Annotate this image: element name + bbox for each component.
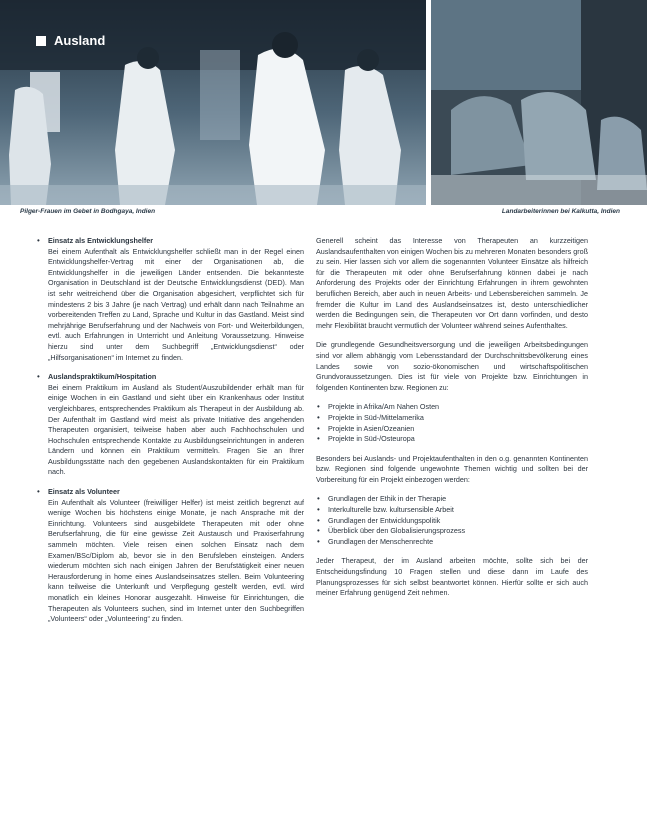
list-item-text: Projekte in Süd-/Osteuropa: [328, 434, 415, 444]
list-item: [316, 516, 588, 527]
paragraph: Jeder Therapeut, der im Ausland arbeiten möchte, sollte sich bei der Entscheidungsfindung 10 Fragen stellen und diese dann im Laufe des Planungsprozesses für sich selbst beantwortet können. Hierfür sollte er sich auch meiner Erfahrung genügend Zeit nehmen.: [316, 556, 588, 598]
list-item: [36, 236, 304, 363]
section-title: [36, 33, 105, 48]
photo-field-workers-image: [431, 0, 647, 205]
caption-left: Pilger-Frauen im Gebet in Bodhgaya, Indien: [20, 208, 156, 215]
item-heading: Einsatz als Entwicklungshelfer: [48, 236, 154, 245]
list-item: [316, 424, 588, 435]
left-column: [36, 236, 304, 634]
list-item: [316, 526, 588, 537]
list-item: [36, 372, 304, 478]
paragraph: Generell scheint das Interesse von Therapeuten an kurzzeitigen Auslandsaufenthalten von einigen Wochen bis zu mehreren Monaten besonders groß zu sein. Hier lassen sich vor allem die sogenannten Volunteer Einsätze als hilfreich für die Therapeuten mit oder ohne Berufserfahrung können dabei je nach Anforderung des Projekts oder der Einrichtung Erfahrungen in ihrem gewohnten beruflichen Bereich, aber auch in neuen Arbeits- und Lebensbereichen sammeln. Je fremder die Kultur im Land des Auslandseinsatzes ist, desto unterschiedlicher werden die Bedingungen sein, die Therapeuten vor Ort dann vorfinden, und desto mehr Flexibilität braucht vermutlich der Volunteer während seines Aufenthaltes.: [316, 236, 588, 330]
photo-pilgrim-women-image: [0, 0, 426, 205]
bullet-icon: •: [37, 236, 40, 245]
list-item: [316, 413, 588, 424]
list-item-text: Grundlagen der Entwicklungspolitik: [328, 515, 441, 525]
right-column: [316, 236, 588, 608]
photo-field-workers: [431, 0, 647, 205]
list-item: [316, 434, 588, 445]
bullet-icon: •: [37, 372, 40, 382]
photo-pilgrim-women: [0, 0, 426, 205]
item-heading: Auslandspraktikum/Hospitation: [48, 372, 157, 382]
list-item: [316, 537, 588, 548]
bullet-icon: •: [317, 412, 320, 422]
item-text: Bei einem Praktikum im Ausland als Student/Auszubildender erhält man für einige Wochen in ein Gastland und sieht über ein Krankenhaus oder Institut vergleichbares, entsprechendes Praktikum als Therapeut in der Ausbildung ab. Der Aufenthalt im Gastland wird meist als private Initiative des angehenden Therapeuten organisiert, teilweise haben aber auch Fachhochschulen und Hochschulen entsprechende Kontakte zu Ausbildungseinrichtungen in anderen Ländern und können ein Praktikum vermitteln. Fragen Sie an Ihrer Ausbildungsstätte nach den gegebenen Auslandskontakten für ein Praktikum nach.: [48, 382, 304, 477]
list-item-text: Projekte in Süd-/Mittelamerika: [328, 412, 424, 422]
bullet-icon: •: [317, 402, 320, 412]
bullet-icon: •: [317, 526, 320, 536]
item-text: Ein Aufenthalt als Volunteer (freiwilliger Helfer) ist meist zeitlich begrenzt auf wenige Wochen bis höchstens einige Monate, je nach Ansprache mit der Einrichtung. Volunteers sind ausgebildete Therapeuten mit oder ohne Berufserfahrung, die für eine gewisse Zeit Austausch und Praxiserfahrung sammeln möchten. Viele reisen einen solchen Einsatz nach dem Examen/BSc/Diplom ab, bevor sie in den Berufsleben einsteigen. Anders wiederum möchten sich nach einigen Jahren der Berufstätigkeit einer neuen Herausforderung in home eines Auslandseinsatzes stellen. Beim Volunteering kann teilweise die Unterkunft und Verpflegung gestellt werden, evtl. wird monatlich ein kleines Honorar ausgezahlt. Hinweise für Einrichtungen, die Therapeuten als Volunteers suchen, sind im Internet unter den Suchbegriffen „Volunteers“ oder „Volunteering“ zu finden.: [48, 497, 304, 624]
list-item-text: Überblick über den Globalisierungsprozess: [328, 526, 466, 536]
bullet-icon: •: [317, 505, 320, 515]
bullet-icon: •: [317, 423, 320, 433]
regions-list: [316, 402, 588, 444]
bullet-icon: •: [317, 434, 320, 444]
list-item-text: Projekte in Afrika/Am Nahen Osten: [328, 402, 440, 412]
list-item-text: Grundlagen der Ethik in der Therapie: [328, 494, 447, 504]
bullet-icon: •: [317, 515, 320, 525]
title-square-icon: [36, 36, 46, 46]
item-text: Bei einem Aufenthalt als Entwicklungshelfer schließt man in der Regel einen Entwicklungshelfer-Vertrag mit einer der Organisationen ab, die Entwicklungshelfer in die jeweiligen Länder entsenden. Die bekannteste Organisation in Deutschland ist der Deutsche Entwicklungsdienst (DED). Man ist sehr weitreichend über die Organisation abgesichert, verpflichtet sich für mindestens 2 bis 3 Jahre (je nach Vertrag) und erhält dann nach Teilnahme an vorbereitenden Treffen zu Land, Sprache und Kultur in das Gastland. Meist sind mehrjährige Berufserfahrung und der Nachweis von Fort- und Weiterbildungen, evtl. auch Erfahrungen in Unterricht und Anleitung Voraussetzung. Hinweise hierzu sind unter dem Suchbegriff „Entwicklungsdienst“ oder „Hilfsorganisationen“ im Internet zu finden.: [48, 246, 304, 362]
list-item-text: Interkulturelle bzw. kultursensible Arbeit: [328, 505, 454, 515]
list-item: [316, 494, 588, 505]
list-item: [316, 505, 588, 516]
topics-list: [316, 494, 588, 547]
bullet-icon: •: [37, 487, 40, 497]
item-heading: Einsatz als Volunteer: [48, 487, 120, 497]
list-item-text: Grundlagen der Menschenrechte: [328, 536, 434, 546]
list-item: [316, 402, 588, 413]
paragraph: Besonders bei Auslands- und Projektaufenthalten in den o.g. genannten Kontinenten bzw. Regionen sind folgende ungewohnte Themen wichtig und sollten bei der Vorbereitung für ein Projekt einbezogen werden:: [316, 453, 588, 484]
list-item: [36, 487, 304, 625]
bullet-icon: •: [317, 494, 320, 504]
section-title-text: Ausland: [54, 33, 106, 48]
caption-right: Landarbeiterinnen bei Kalkutta, Indien: [501, 208, 620, 215]
list-item-text: Projekte in Asien/Ozeanien: [328, 423, 415, 433]
bullet-icon: •: [317, 536, 320, 546]
paragraph: Die grundlegende Gesundheitsversorgung und die jeweiligen Arbeitsbedingungen sind vor allem abhängig vom Lebensstandard der Durchschnittsbevölkerung eines Landes sowie von sozio-ökonomischen und wirtschaftspolitischen Grundvoraussetzungen. Dies ist für viele von Projekte bzw. Einrichtungen in folgenden Kontinenten bzw. Regionen zu:: [316, 340, 588, 392]
